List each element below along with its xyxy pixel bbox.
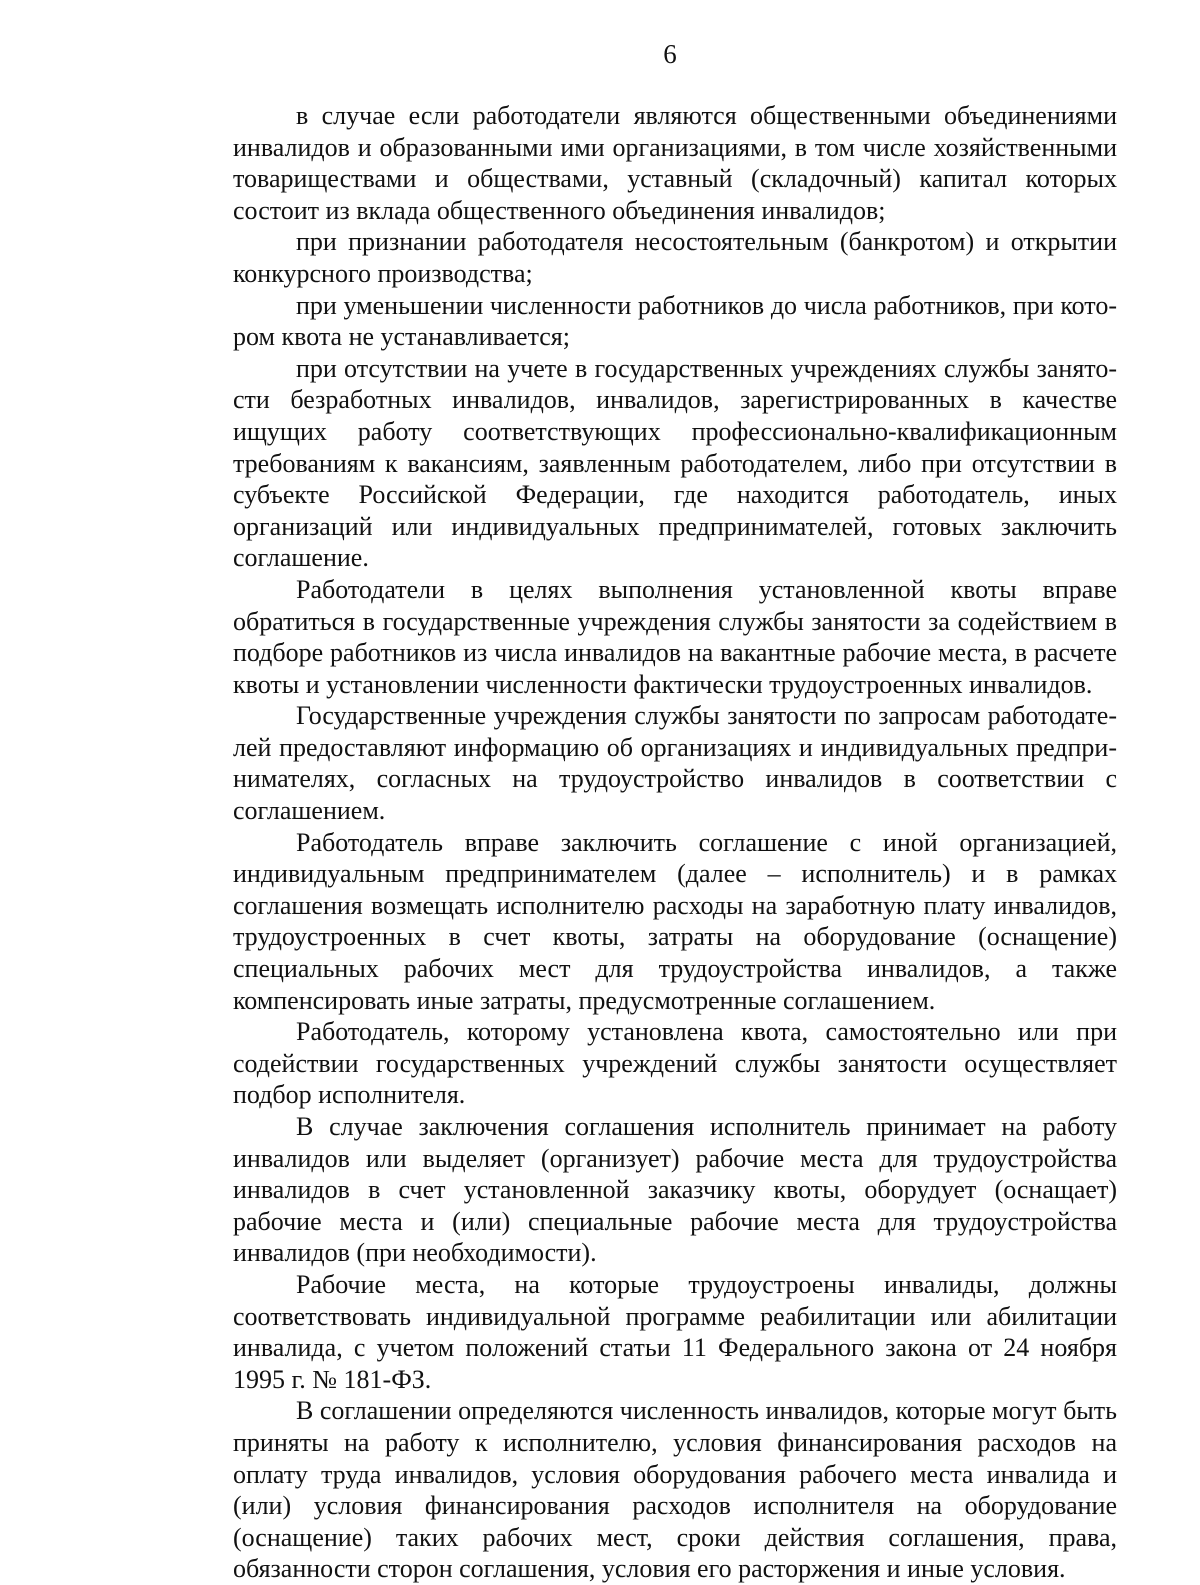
paragraph-4: при отсутствии на учете в государственных учреждениях службы занятости безработных инвалидов, инвалидов, зарегистрированных в качестве ищущих работу соответствующих профессионально-квалификационным требованиям к вакансиям, заявленным работодателем, либо при отсутствии в субъекте Российской Федерации, где находится работодатель, иных организаций или индивидуальных предпринимателей, готовых заключить соглашение. (233, 353, 1117, 573)
paragraph-9: В случае заключения соглашения исполнитель принимает на работу инвалидов или выделяет (организует) рабочие места для трудоустройства инвалидов в счет установленной заказчику квоты, оборудует (оснащает) рабочие места и (или) специальные рабочие места для трудоустройства инвалидов (при необходимости). (233, 1112, 1117, 1268)
paragraph-1: в случае если работодатели являются общественными объединениями инвалидов и образованными ими организациями, в том числе хозяйственными товариществами и обществами, уставный (складочный) капитал которых состоит из вклада общественного объединения инвалидов; (233, 101, 1117, 225)
paragraph-3: при уменьшении численности работников до числа работников, при котором квота не устанавливается; (233, 290, 1117, 352)
page-number: 6 (663, 39, 677, 69)
document-body (233, 100, 1117, 1585)
paragraph-11: В соглашении определяются численность инвалидов, которые могут быть приняты на работу к исполнителю, условия финансирования расходов на оплату труда инвалидов, условия оборудования рабочего места инвалида и (или) условия финансирования расходов исполнителя на оборудование (оснащение) таких рабочих мест, сроки действия соглашения, права, обязанности сторон соглашения, условия его расторжения и иные условия. (233, 1396, 1117, 1584)
paragraph-5: Работодатели в целях выполнения установленной квоты вправе обратиться в государственные учреждения службы занятости за содействием в подборе работников из числа инвалидов на вакантные рабочие места, в расчете квоты и установлении численности фактически трудоустроенных инвалидов. (233, 574, 1117, 699)
paragraph-6: Государственные учреждения службы занятости по запросам работодателей предоставляют информацию об организациях и индивидуальных предпринимателях, согласных на трудоустройство инвалидов в соответствии с соглашением. (233, 701, 1117, 826)
paragraph-2: при признании работодателя несостоятельным (банкротом) и открытии конкурсного производства; (233, 227, 1117, 288)
paragraph-10: Рабочие места, на которые трудоустроены инвалиды, должны соответствовать индивидуальной программе реабилитации или абилитации инвалида, с учетом положений статьи 11 Федерального закона от 24 ноября 1995 г. № 181-ФЗ. (233, 1269, 1117, 1394)
paragraph-7: Работодатель вправе заключить соглашение с иной организацией, индивидуальным предпринимателем (далее – исполнитель) и в рамках соглашения возмещать исполнителю расходы на заработную плату инвалидов, трудоустроенных в счет квоты, затраты на оборудование (оснащение) специальных рабочих мест для трудоустройства инвалидов, а также компенсировать иные затраты, предусмотренные соглашением. (233, 827, 1117, 1015)
paragraph-8: Работодатель, которому установлена квота, самостоятельно или при содействии государственных учреждений службы занятости осуществляет подбор исполнителя. (233, 1017, 1117, 1110)
